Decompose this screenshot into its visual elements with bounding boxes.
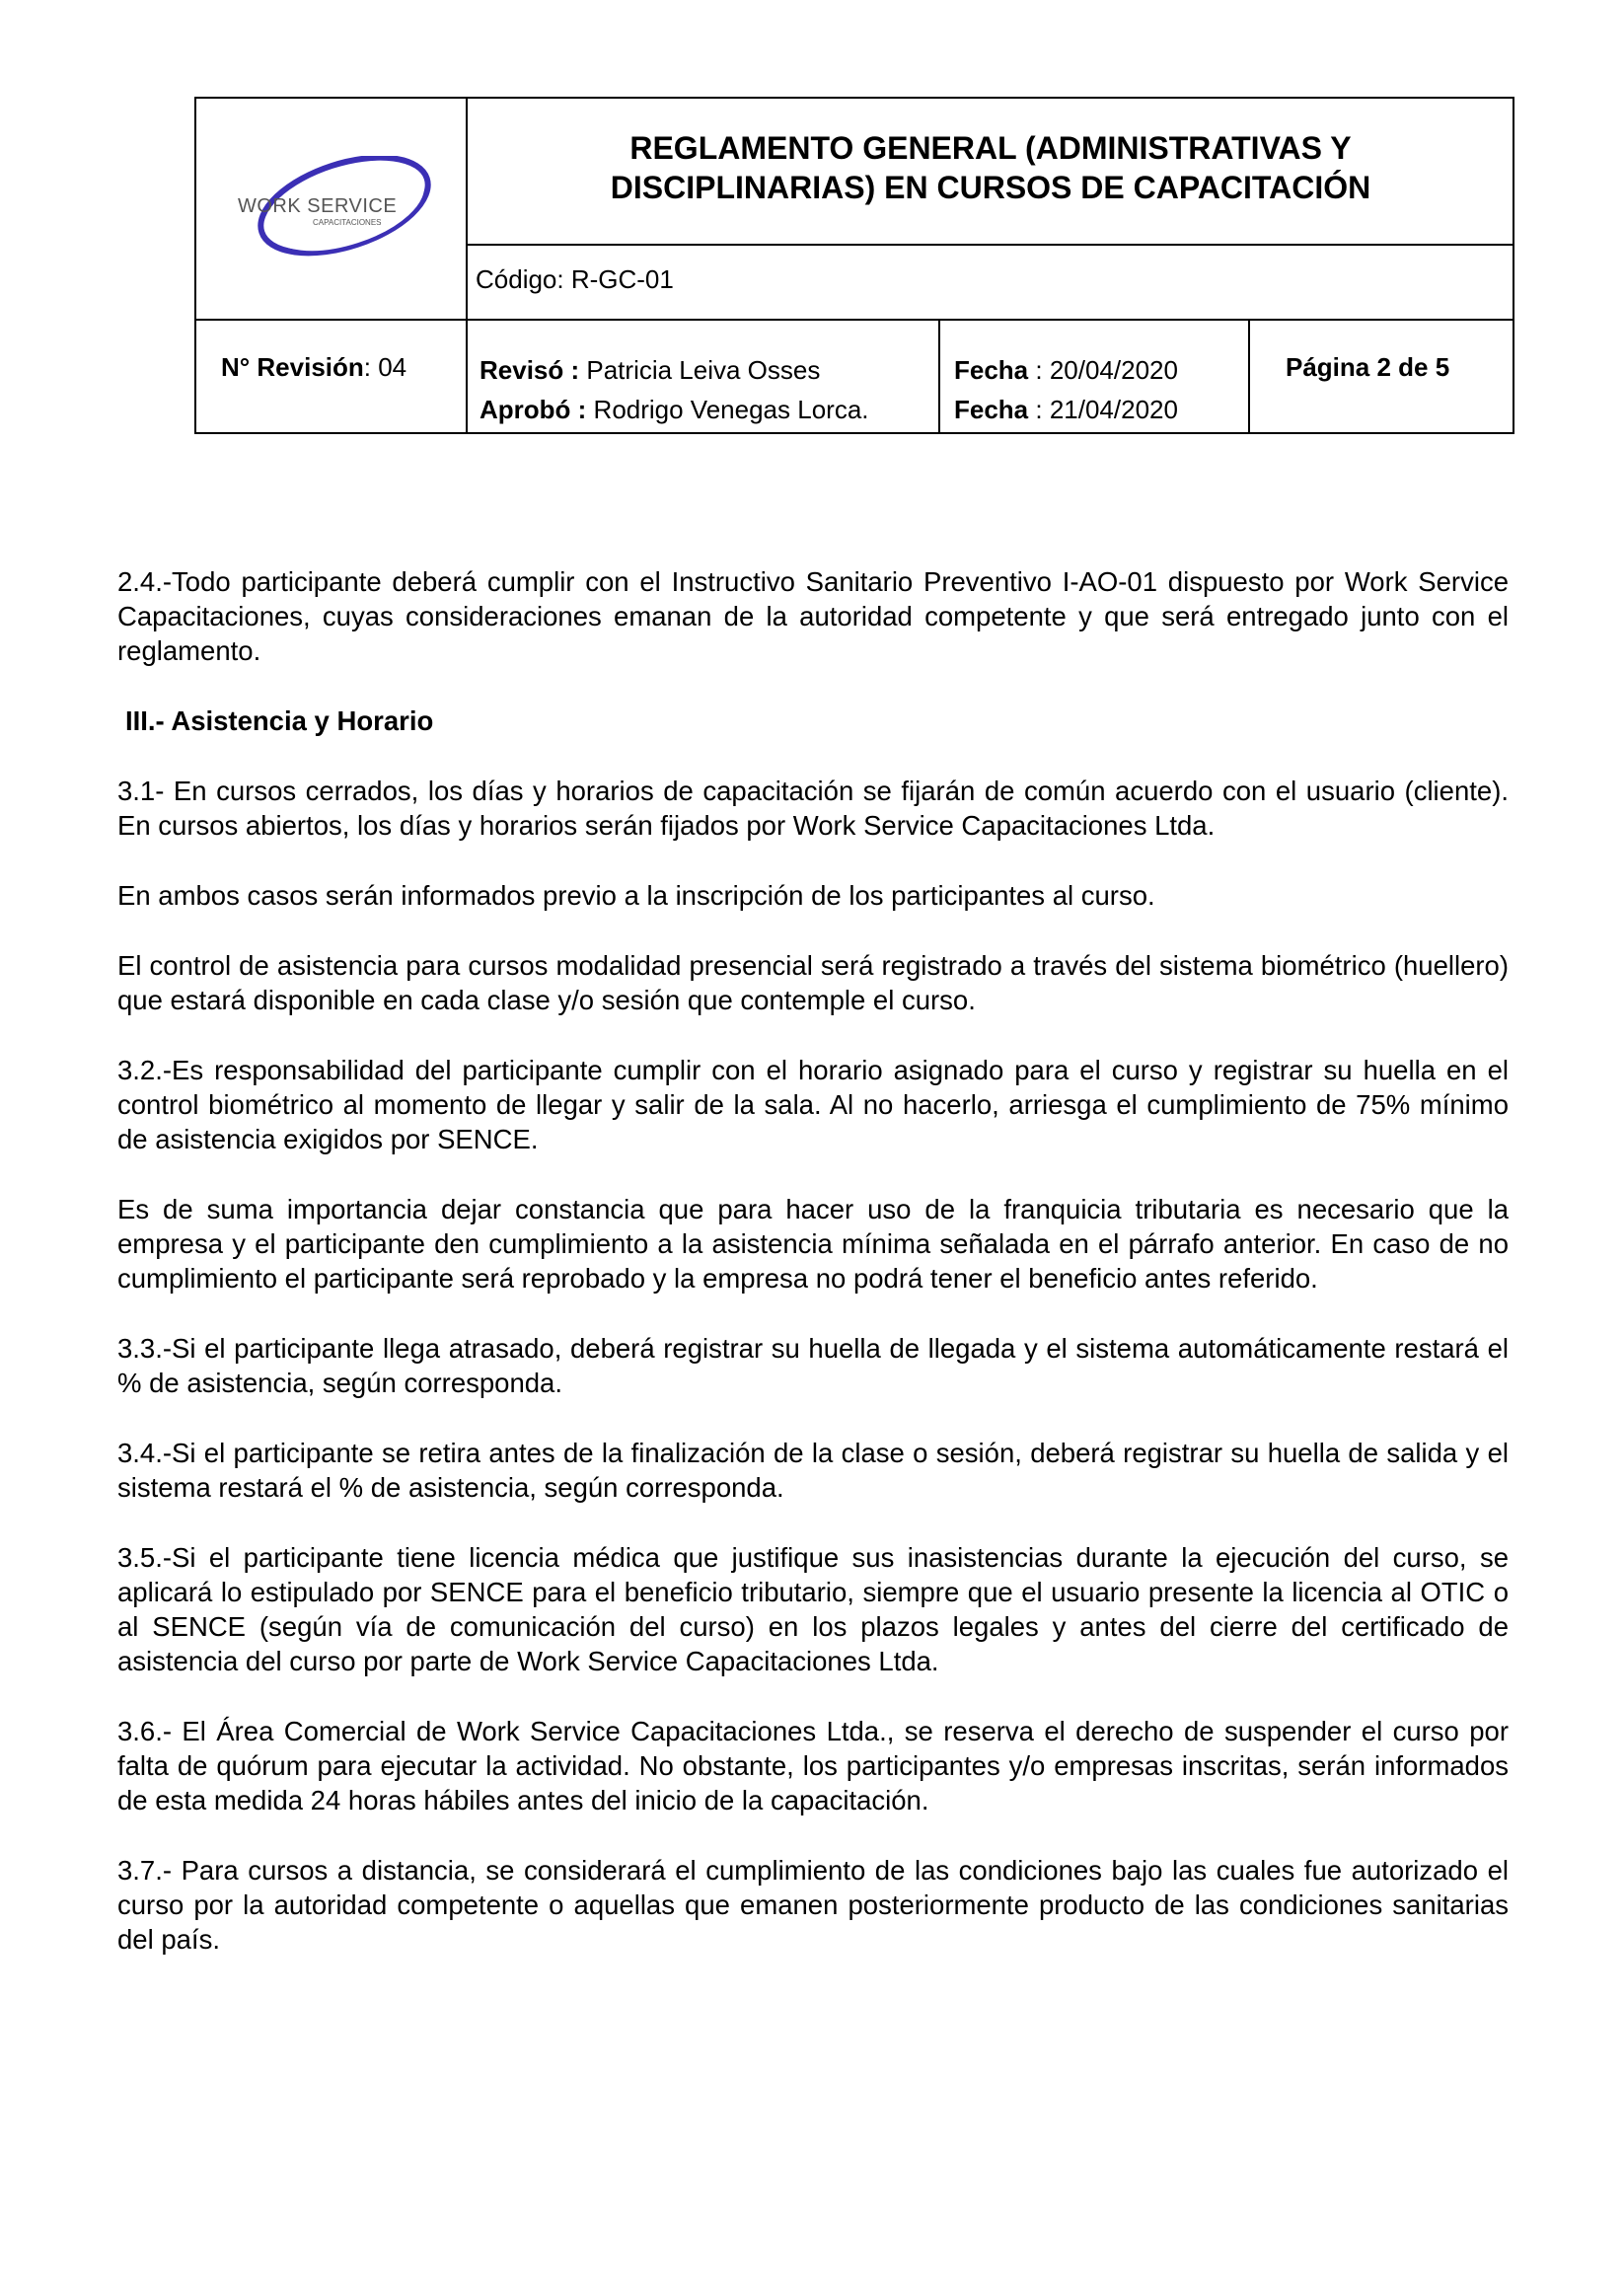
document-body (117, 564, 1509, 1992)
header-divider (466, 99, 468, 321)
section-heading: III.- Asistencia y Horario (125, 705, 434, 736)
logo-cell (196, 99, 466, 321)
paragraph: 3.3.-Si el participante llega atrasado, deberá registrar su huella de llegada y el sistema automáticamente restará el % de asistencia, según corresponda. (117, 1333, 1509, 1398)
logo-sub-text: CAPACITACIONES (313, 218, 382, 227)
reviewed-value: Patricia Leiva Osses (579, 355, 821, 385)
date1-label: Fecha (954, 355, 1029, 385)
approved-label: Aprobó : (480, 395, 587, 424)
paragraph: 2.4.-Todo participante deberá cumplir con el Instructivo Sanitario Preventivo I-AO-01 dispuesto por Work Service Capacitaciones, cuyas consideraciones emanan de la autoridad competente y que será entregado junto con el reglamento. (117, 566, 1509, 666)
header-divider (1248, 321, 1250, 434)
title-line-2: DISCIPLINARIAS) EN CURSOS DE CAPACITACIÓN (610, 170, 1371, 205)
header-divider (466, 244, 1514, 246)
date2-value: : 21/04/2020 (1028, 395, 1178, 424)
reviewed-row (480, 350, 820, 390)
header-divider (466, 321, 468, 434)
paragraph: En ambos casos serán informados previo a la inscripción de los participantes al curso. (117, 880, 1155, 911)
reviewed-label: Revisó : (480, 355, 580, 385)
company-logo (236, 156, 443, 264)
date2-label: Fecha (954, 395, 1029, 424)
paragraph: 3.7.- Para cursos a distancia, se considerará el cumplimiento de las condiciones bajo las cuales fue autorizado el curso por la autoridad competente o aquellas que emanen posteriormente producto de las condiciones sanitarias del país. (117, 1855, 1509, 1955)
revision-cell (221, 347, 406, 387)
revision-value: : 04 (363, 352, 407, 382)
document-code: Código: R-GC-01 (476, 264, 674, 294)
page-number: Página 2 de 5 (1286, 352, 1450, 382)
approval-date-row (954, 390, 1178, 429)
paragraph: 3.2.-Es responsabilidad del participante cumplir con el horario asignado para el curso y registrar su huella en el control biométrico al momento de llegar y salir de la sala. Al no hacerlo, arriesga el cumplimiento de 75% mínimo de asistencia exigidos por SENCE. (117, 1055, 1509, 1154)
logo-brand-text: WORK SERVICE (238, 195, 398, 217)
document-header (194, 97, 1514, 434)
logo-swoosh-icon (236, 156, 443, 264)
paragraph: 3.1- En cursos cerrados, los días y horarios de capacitación se fijarán de común acuerdo con el usuario (cliente). En cursos abiertos, los días y horarios serán fijados por Work Service Capacitaciones Ltda. (117, 776, 1509, 841)
revision-label: N° Revisión (221, 352, 364, 382)
approved-row (480, 390, 869, 429)
paragraph: El control de asistencia para cursos modalidad presencial será registrado a través del sistema biométrico (huellero) que estará disponible en cada clase y/o sesión que contemple el curso. (117, 950, 1509, 1015)
paragraph: 3.6.- El Área Comercial de Work Service Capacitaciones Ltda., se reserva el derecho de suspender el curso por falta de quórum para ejecutar la actividad. No obstante, los participantes y/o empresas inscritas, serán informados de esta medida 24 horas hábiles antes del inicio de la capacitación. (117, 1716, 1509, 1815)
review-date-row (954, 350, 1178, 390)
approved-value: Rodrigo Venegas Lorca. (586, 395, 869, 424)
document-title (469, 128, 1513, 207)
paragraph: 3.4.-Si el participante se retira antes de la finalización de la clase o sesión, deberá registrar su huella de salida y el sistema restará el % de asistencia, según corresponda. (117, 1438, 1509, 1503)
paragraph: Es de suma importancia dejar constancia que para hacer uso de la franquicia tributaria es necesario que la empresa y el participante den cumplimiento a la asistencia mínima señalada en el párrafo anterior. En caso de no cumplimiento el participante será reprobado y la empresa no podrá tener el beneficio antes referido. (117, 1194, 1509, 1294)
date1-value: : 20/04/2020 (1028, 355, 1178, 385)
header-divider (938, 321, 940, 434)
title-line-1: REGLAMENTO GENERAL (ADMINISTRATIVAS Y (629, 130, 1352, 166)
paragraph: 3.5.-Si el participante tiene licencia médica que justifique sus inasistencias durante la ejecución del curso, se aplicará lo estipulado por SENCE para el beneficio tributario, siempre que el usuario presente la licencia al OTIC o al SENCE (según vía de comunicación del curso) en los plazos legales y antes del cierre del certificado de asistencia del curso por parte de Work Service Capacitaciones Ltda. (117, 1542, 1509, 1676)
